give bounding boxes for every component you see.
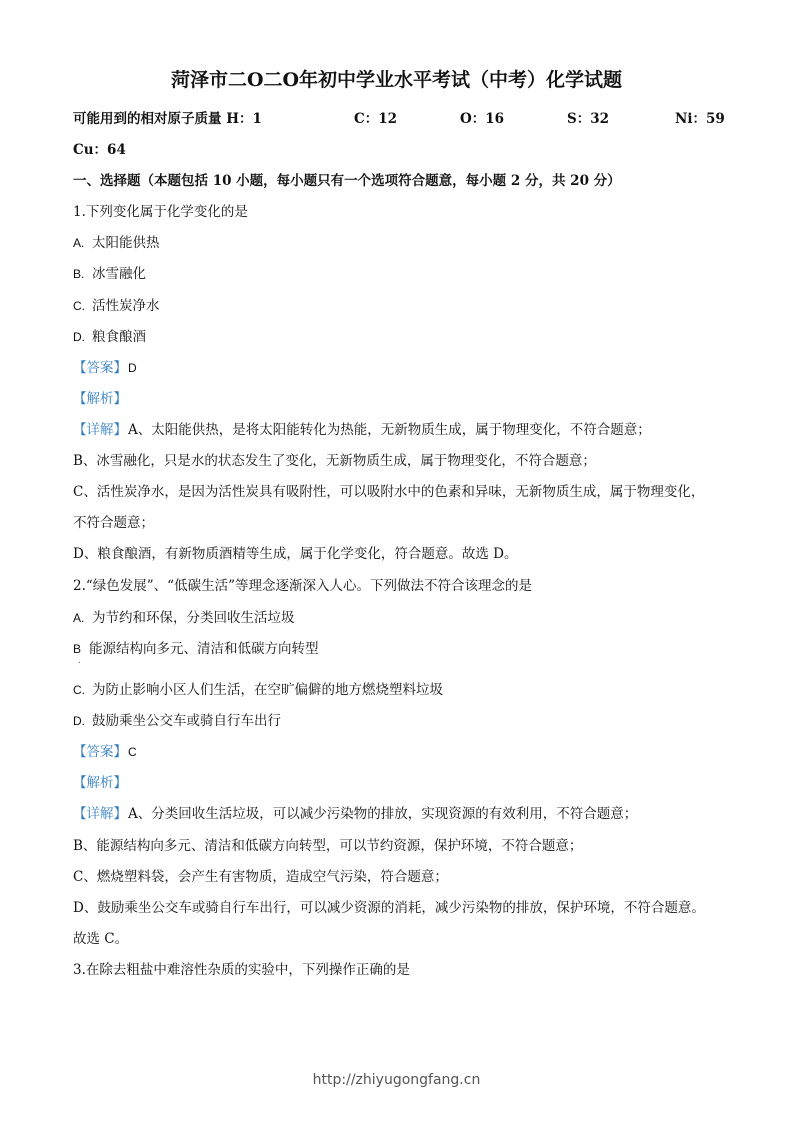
q2-detail-line-1: A、分类回收生活垃圾，可以减少污染物的排放，实现资源的有效利用，不符合题意； [128,806,638,822]
q1-analysis-tag: 【解析】 [73,391,127,407]
q1-option-b-letter: B. [73,267,85,281]
q2-option-b-text: 能源结构向多元、清洁和低碳方向转型 [89,641,319,657]
page-title: 菏泽市二O二O年初中学业水平考试（中考）化学试题 [170,69,623,91]
q2-option-d-letter: D. [73,714,85,728]
stray-dot: . [78,656,81,666]
q2-option-a-text: 为节约和环保，分类回收生活垃圾 [92,610,295,626]
q2-option-d-text: 鼓励乘坐公交车或骑自行车出行 [92,713,281,729]
q2-option-c-text: 为防止影响小区人们生活，在空旷偏僻的地方燃烧塑料垃圾 [92,682,443,698]
q2-answer-tag: 【答案】 [73,744,127,760]
question-3-stem: 3.在除去粗盐中难溶性杂质的实验中，下列操作正确的是 [73,962,410,978]
q1-detail-line-1: A、太阳能供热，是将太阳能转化为热能，无新物质生成，属于物理变化，不符合题意； [128,422,651,438]
q1-option-a-letter: A. [73,236,85,250]
q2-option-c-letter: C. [73,683,85,697]
q2-option-b-letter: B [73,642,82,656]
q1-detail-line-3: C、活性炭净水，是因为活性炭具有吸附性，可以吸附水中的色素和异味，无新物质生成，属于物理变化， [73,484,705,500]
q2-option-a-letter: A. [73,611,85,625]
atomic-mass-c: C：12 [354,111,398,127]
footer-url[interactable]: http://zhiyugongfang.cn [312,1072,481,1088]
q1-detail-line-5: D、粮食酿酒，有新物质酒精等生成，属于化学变化，符合题意。故选 D。 [73,546,518,562]
q1-detail-line-2: B、冰雪融化，只是水的状态发生了变化，无新物质生成，属于物理变化，不符合题意； [73,453,596,469]
q2-answer-value: C [128,745,137,759]
atomic-mass-cu: Cu：64 [73,142,126,158]
atomic-mass-s: S：32 [567,111,610,127]
q1-answer-value: D [128,361,137,375]
q2-detail-line-2: B、能源结构向多元、清洁和低碳方向转型，可以节约资源，保护环境，不符合题意； [73,838,583,854]
q2-analysis-tag: 【解析】 [73,775,127,791]
atomic-mass-o: O：16 [460,111,505,127]
q1-option-a-text: 太阳能供热 [92,235,160,251]
atomic-mass-label: 可能用到的相对原子质量 H：1 [73,111,262,127]
section-heading: 一、选择题（本题包括 10 小题，每小题只有一个选项符合题意，每小题 2 分，共 20 分） [73,173,621,189]
q1-option-d-letter: D. [73,330,85,344]
q1-option-b-text: 冰雪融化 [92,266,146,282]
question-2-stem: 2.“绿色发展”、“低碳生活”等理念逐渐深入人心。下列做法不符合该理念的是 [73,578,532,594]
q2-detail-line-3: C、燃烧塑料袋，会产生有害物质，造成空气污染，符合题意； [73,869,448,885]
q1-option-c-letter: C. [73,299,85,313]
q1-option-d-text: 粮食酿酒 [92,329,146,345]
q2-detail-line-5: 故选 C。 [73,931,129,947]
q2-detail-tag: 【详解】 [73,806,127,822]
q1-detail-tag: 【详解】 [73,422,127,438]
question-1-stem: 1.下列变化属于化学变化的是 [73,204,248,220]
q2-detail-line-4: D、鼓励乘坐公交车或骑自行车出行，可以减少资源的消耗，减少污染物的排放，保护环境，不符合题意。 [73,900,705,916]
atomic-mass-ni: Ni：59 [675,111,725,127]
q1-answer-tag: 【答案】 [73,360,127,376]
q1-option-c-text: 活性炭净水 [92,298,160,314]
q1-detail-line-4: 不符合题意； [73,515,154,531]
